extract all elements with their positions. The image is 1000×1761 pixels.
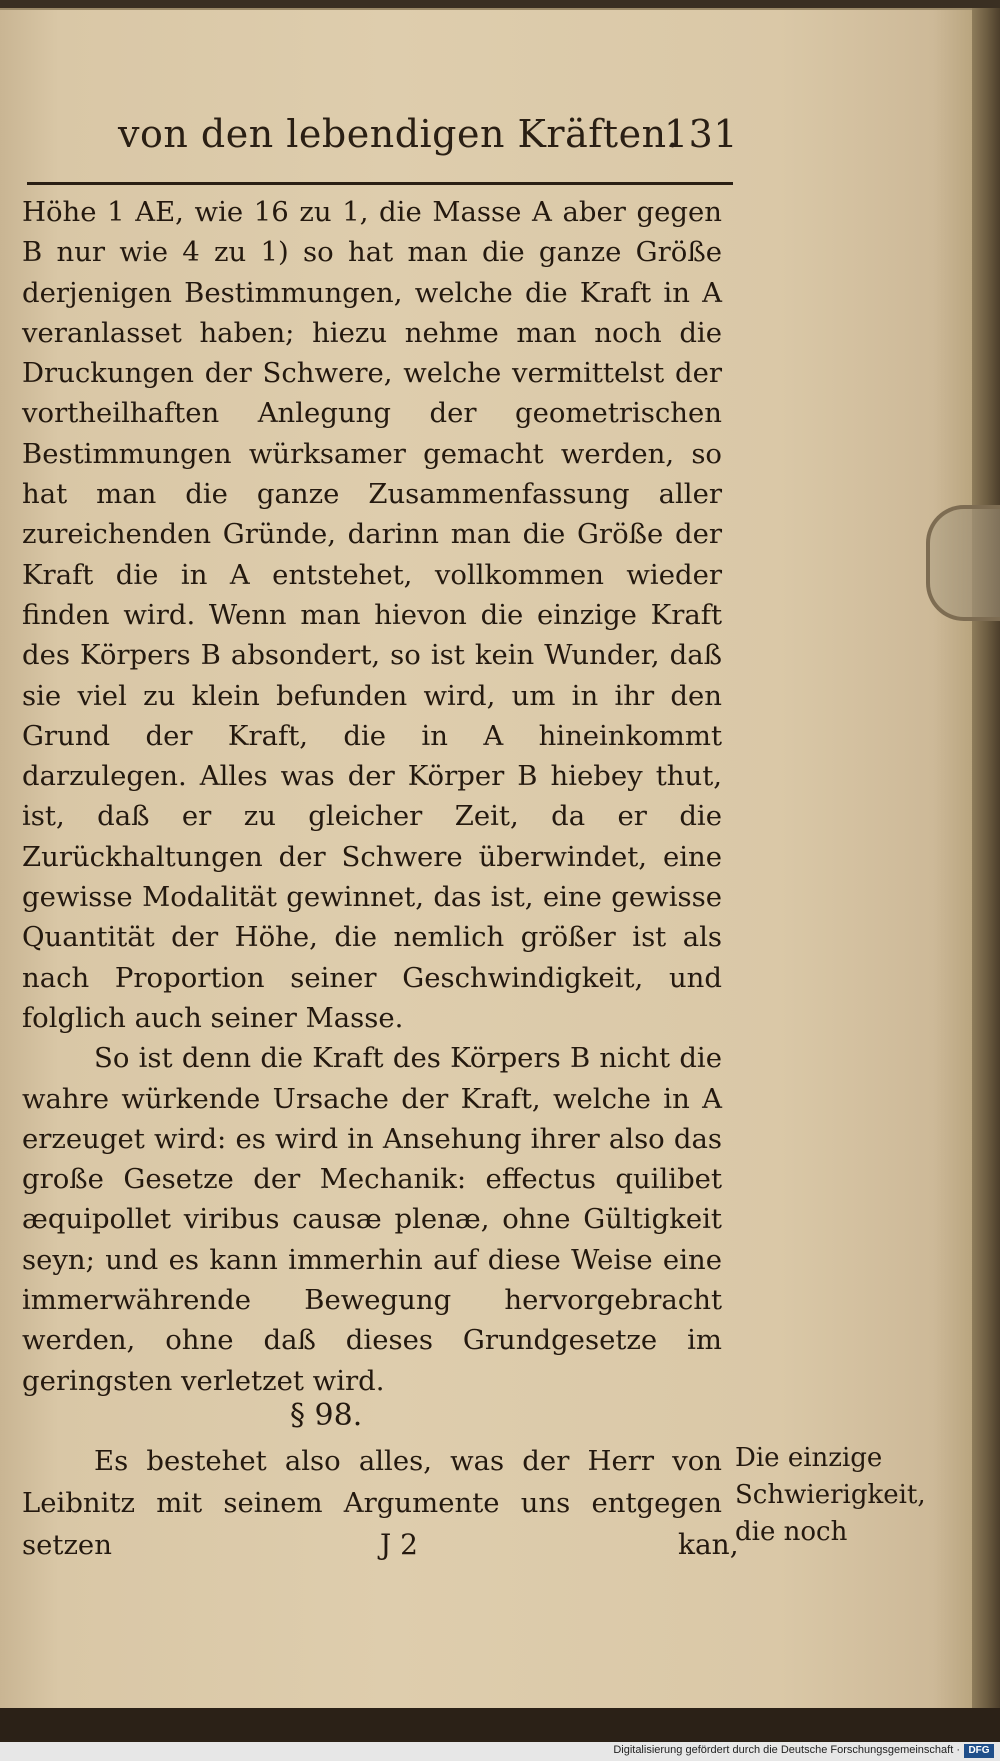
running-title: von den lebendigen Kräften.: [118, 112, 680, 156]
paragraph-3-block: [22, 1440, 722, 1566]
marginal-note: Die einzige Schwierigkeit, die noch: [735, 1443, 926, 1547]
running-header: [118, 112, 738, 172]
footer-credit: Digitalisierung gefördert durch die Deutsche Forschungsgemeinschaft ·: [613, 1744, 960, 1756]
section-heading: § 98.: [290, 1398, 363, 1433]
scan-bottom-strip: [0, 1708, 1000, 1742]
header-rule: [27, 182, 733, 185]
catchword: kan,: [678, 1528, 739, 1561]
book-clip: [926, 505, 1000, 621]
page-edge: [972, 8, 1000, 1708]
page-number: 131: [663, 112, 738, 156]
paragraph-1: Höhe 1 AE, wie 16 zu 1, die Masse A aber gegen B nur wie 4 zu 1) so hat man die ganze Größe derjenigen Bestimmungen, welche die Kraft in A veranlasset haben; hiezu nehme man noch die Druckungen der Schwere, welche vermittelst der vortheilhaften Anlegung der geometrischen Bestimmungen würksamer gemacht werden, so hat man die ganze Zusammenfassung aller zureichenden Gründe, darinn man die Größe der Kraft die in A entstehet, vollkommen wieder finden wird. Wenn man hievon die einzige Kraft des Körpers B absondert, so ist kein Wunder, daß sie viel zu klein befunden wird, um in ihr den Grund der Kraft, die in A hineinkommt darzulegen. Alles was der Körper B hiebey thut, ist, daß er zu gleicher Zeit, da er die Zurückhaltungen der Schwere überwindet, eine gewisse Modalität gewinnet, das ist, eine gewisse Quantität der Höhe, die nemlich größer ist als nach Proportion seiner Geschwindigkeit, und folglich auch seiner Masse.: [22, 196, 722, 1034]
paragraph-2: So ist denn die Kraft des Körpers B nicht die wahre würkende Ursache der Kraft, welche in A erzeuget wird: es wird in Ansehung ihrer also das große Gesetze der Mechanik: effectus quilibet æquipollet viribus causæ plenæ, ohne Gültigkeit seyn; und es kann immerhin auf diese Weise eine immerwährende Bewegung hervorgebracht werden, ohne daß dieses Grundgesetze im geringsten verletzet wird.: [22, 1042, 722, 1397]
main-text: [22, 192, 722, 1401]
paragraph-3: Es bestehet also alles, was der Herr von Leibnitz mit seinem Argumente uns entgegen setzen: [22, 1445, 722, 1561]
dfg-logo-icon: DFG: [964, 1744, 994, 1758]
signature-mark: J 2: [380, 1528, 418, 1561]
